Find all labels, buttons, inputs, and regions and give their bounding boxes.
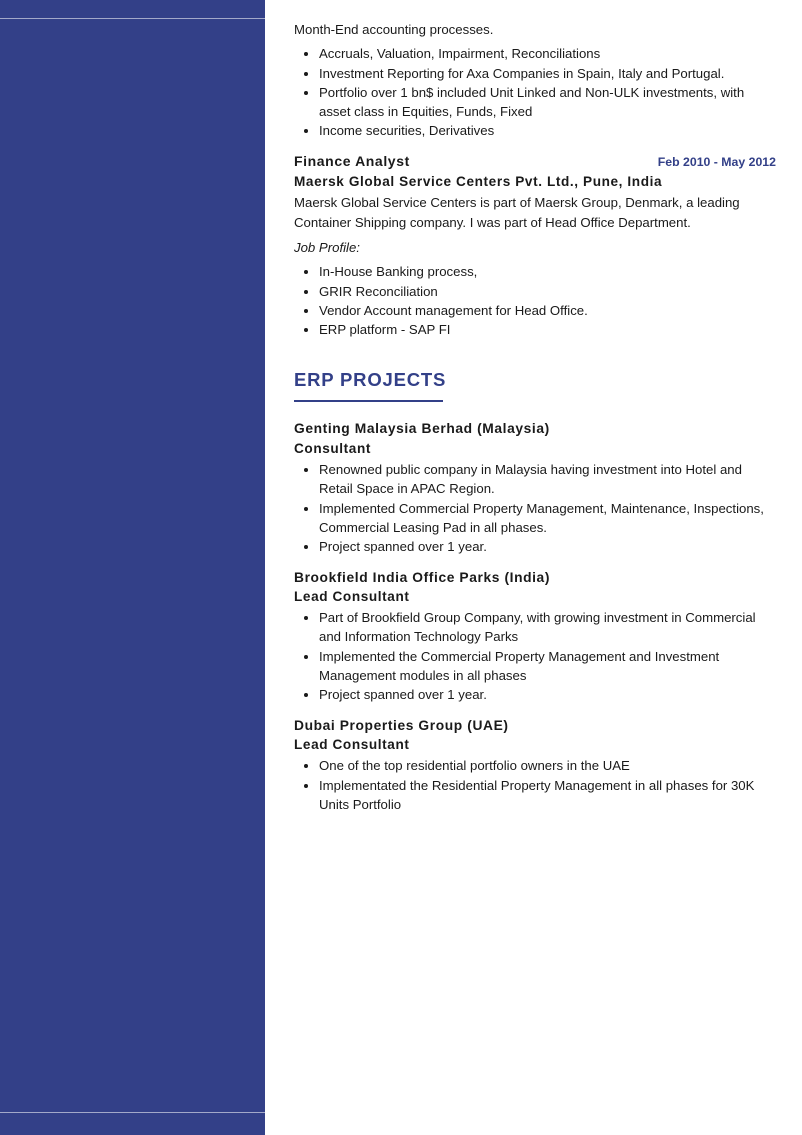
sidebar-panel [0, 0, 265, 1135]
sidebar-bottom-rule [0, 1112, 265, 1113]
experience-continued-list [294, 44, 776, 140]
project-brookfield [294, 568, 776, 705]
list-item: • Part of Brookfield Group Company, with growing investment in Commercial and Information Technology Parks [319, 608, 776, 647]
job-header [294, 152, 776, 172]
list-item: • Implementated the Residential Property Management in all phases for 30K Units Portfolio [319, 776, 776, 815]
list-item: • Project spanned over 1 year. [319, 685, 776, 704]
list-item: • One of the top residential portfolio owners in the UAE [319, 756, 776, 775]
job-title: Finance Analyst [294, 152, 410, 169]
job-profile-list [294, 262, 776, 339]
list-item: • Renowned public company in Malaysia having investment into Hotel and Retail Space in APAC Region. [319, 460, 776, 499]
job-profile-label: Job Profile: [294, 239, 360, 255]
main-content [294, 20, 776, 814]
list-item: • In-House Banking process, [319, 262, 776, 281]
project-dubai-properties [294, 716, 776, 814]
job-description: Maersk Global Service Centers is part of Maersk Group, Denmark, a leading Container Shipping company. I was part of Head Office Department. [294, 195, 740, 230]
list-item: • Vendor Account management for Head Office. [319, 301, 776, 320]
project-name: Brookfield India Office Parks (India) [294, 569, 551, 585]
experience-continued-intro: Month-End accounting processes. [294, 22, 494, 37]
erp-projects-heading: ERP PROJECTS [294, 369, 447, 391]
project-bullets [294, 756, 776, 814]
list-item: • GRIR Reconciliation [319, 282, 776, 301]
project-name: Genting Malaysia Berhad (Malaysia) [294, 421, 550, 437]
project-bullets [294, 460, 776, 556]
list-item: • Portfolio over 1 bn$ included Unit Linked and Non-ULK investments, with asset class in Equities, Funds, Fixed [319, 83, 776, 122]
sidebar-top-rule [0, 18, 265, 19]
list-item: • Accruals, Valuation, Impairment, Reconciliations [319, 44, 776, 63]
list-item: • Investment Reporting for Axa Companies in Spain, Italy and Portugal. [319, 64, 776, 83]
project-name: Dubai Properties Group (UAE) [294, 717, 509, 733]
list-item: • Income securities, Derivatives [319, 121, 776, 140]
job-company: Maersk Global Service Centers Pvt. Ltd., Pune, India [294, 174, 663, 190]
list-item: • Project spanned over 1 year. [319, 537, 776, 556]
list-item: • Implemented the Commercial Property Management and Investment Management modules in all phases [319, 647, 776, 686]
project-role: Lead Consultant [294, 736, 410, 752]
project-bullets [294, 608, 776, 704]
project-role: Lead Consultant [294, 588, 410, 604]
project-role: Consultant [294, 440, 371, 456]
job-dates: Feb 2010 - May 2012 [657, 154, 776, 169]
list-item: • ERP platform - SAP FI [319, 320, 776, 339]
list-item: • Implemented Commercial Property Management, Maintenance, Inspections, Commercial Leasing Pad in all phases. [319, 499, 776, 538]
project-genting [294, 419, 776, 556]
